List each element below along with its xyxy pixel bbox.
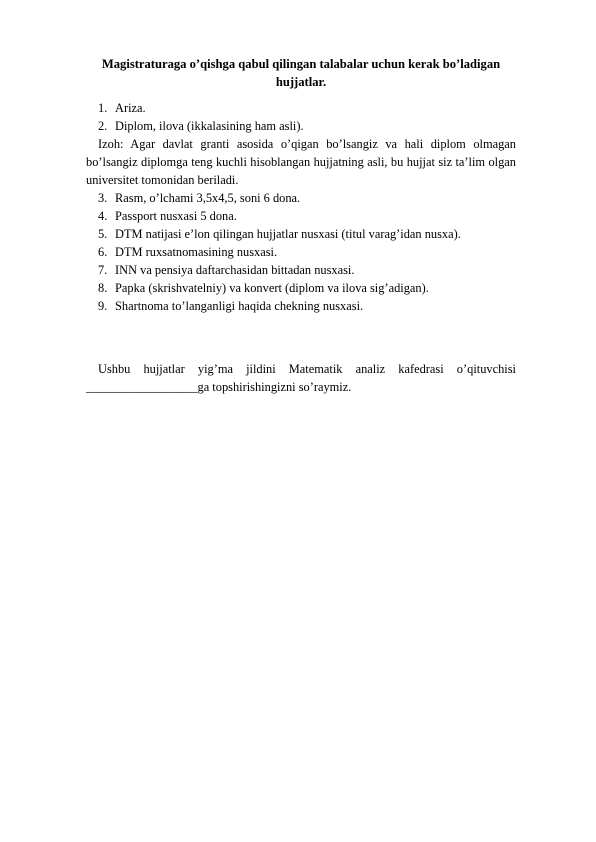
list-item <box>86 261 516 279</box>
list-item-number: 7. <box>98 263 108 277</box>
closing-paragraph: Ushbu hujjatlar yig’ma jildini Matematik analiz kafedrasi o’qituvchisi __________________ga topshirishingizni so’raymiz. <box>86 362 516 394</box>
list-item <box>86 297 516 315</box>
list-item-text: DTM natijasi e’lon qilingan hujjatlar nusxasi (titul varag’idan nusxa). <box>115 227 461 241</box>
list-item-number: 4. <box>98 209 108 223</box>
list-item-number: 8. <box>98 281 108 295</box>
list-item-text: Shartnoma to’langanligi haqida chekning nusxasi. <box>115 299 364 313</box>
requirements-list-part2 <box>86 189 516 315</box>
list-item-text: Papka (skrishvatelniy) va konvert (diplom va ilova sig’adigan). <box>115 281 429 295</box>
requirements-list-part1 <box>86 99 516 135</box>
list-item <box>86 243 516 261</box>
list-item <box>86 99 516 117</box>
list-item-number: 5. <box>98 227 108 241</box>
list-item-text: INN va pensiya daftarchasidan bittadan nusxasi. <box>115 263 355 277</box>
list-item-text: Diplom, ilova (ikkalasining ham asli). <box>115 119 304 133</box>
list-item-text: Passport nusxasi 5 dona. <box>115 209 237 223</box>
note-paragraph: Izoh: Agar davlat granti asosida o’qigan bo’lsangiz va hali diplom olmagan bo’lsangiz diplomga teng kuchli hisoblangan hujjatning asli, bu hujjat siz ta’lim olgan universitet tomonidan beriladi. <box>86 137 516 187</box>
list-item <box>86 207 516 225</box>
list-item <box>86 117 516 135</box>
list-item-text: DTM ruxsatnomasining nusxasi. <box>115 245 278 259</box>
document-title: Magistraturaga o’qishga qabul qilingan talabalar uchun kerak bo’ladigan hujjatlar. <box>101 57 501 89</box>
list-item-number: 1. <box>98 101 108 115</box>
list-item <box>86 189 516 207</box>
list-item <box>86 225 516 243</box>
list-item-number: 3. <box>98 191 108 205</box>
list-item-text: Ariza. <box>115 101 146 115</box>
list-item-number: 9. <box>98 299 108 313</box>
list-item-number: 6. <box>98 245 108 259</box>
list-item <box>86 279 516 297</box>
list-item-text: Rasm, o’lchami 3,5x4,5, soni 6 dona. <box>115 191 301 205</box>
list-item-number: 2. <box>98 119 108 133</box>
